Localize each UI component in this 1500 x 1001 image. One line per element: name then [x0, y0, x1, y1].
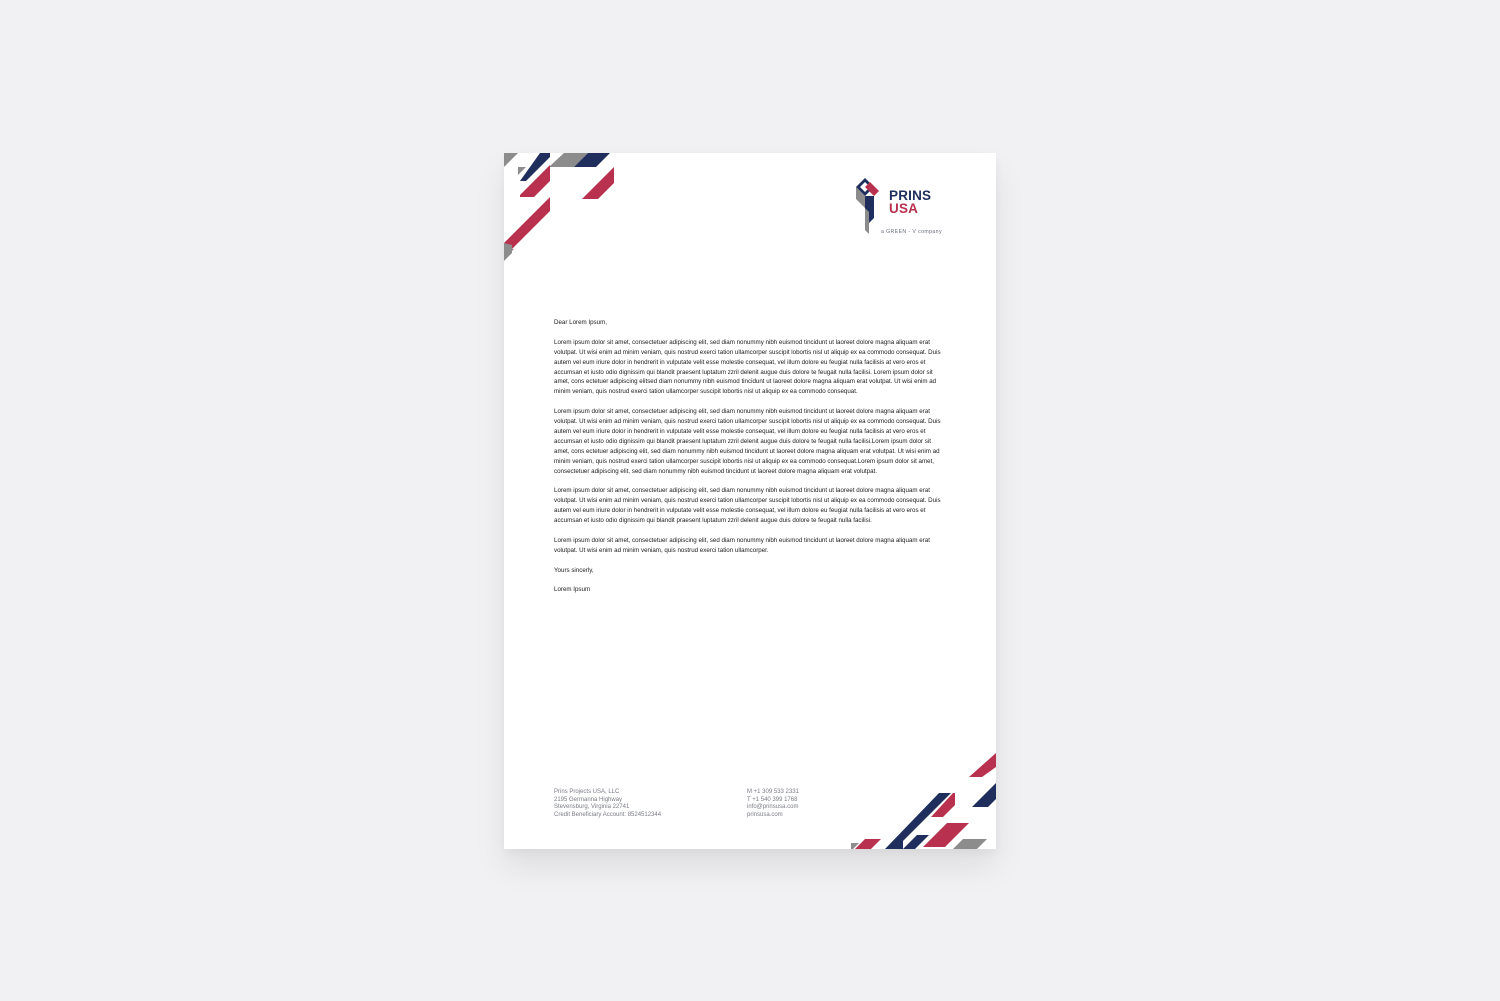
- letter-salutation: Dear Lorem Ipsum,: [554, 319, 607, 326]
- corner-stripes-top-left: [504, 153, 619, 263]
- footer-telephone: T +1 540 399 1768: [747, 796, 798, 803]
- letter-paragraph-2: Lorem ipsum dolor sit amet, consectetuer adipiscing elit, sed diam nonummy nibh euismod tincidunt ut laoreet dolore magna aliquam erat volutpat. Ut wisi enim ad minim veniam, quis nostrud exerci tation ullamcorper suscipit lobortis nisl ut aliquip ex ea commodo consequat. Duis autem vel eum iriure dolor in hendrerit in vulputate velit esse molestie consequat, vel illum dolore eu feugiat nulla facilisis at vero eros et accumsan et iusto odio dignissim qui blandit praesent luptatum zzril delenit augue duis dolore te feugait nulla facilisi.Lorem ipsum dolor sit amet, cons ectetuer adipiscing elit, sed diam nonummy nibh euismod tincidunt ut laoreet dolore magna aliquam erat volutpat. Ut wisi enim ad minim veniam, quis nostrud exerci tation ullamcorper suscipit lobortis nisl ut aliquip ex ea commodo consequat.Lorem ipsum dolor sit amet, consectetuer adipiscing elit, sed diam nonummy nibh euismod tincidunt ut laoreet dolore magna aliquam erat volutpat.: [554, 408, 941, 475]
- letter-signature: Lorem Ipsum: [554, 586, 591, 594]
- footer-account: Credit Beneficiary Account: 8524512344: [554, 811, 662, 818]
- logo-word-usa: USA: [889, 201, 919, 216]
- footer-street: 2195 Germanna Highway: [554, 796, 623, 803]
- letter-body: [554, 318, 942, 605]
- footer-mobile: M +1 309 533 2331: [747, 789, 799, 795]
- letter-paragraph-1: Lorem ipsum dolor sit amet, consectetuer adipiscing elit, sed diam nonummy nibh euismod tincidunt ut laoreet dolore magna aliquam erat volutpat. Ut wisi enim ad minim veniam, quis nostrud exerci tation ullamcorper suscipit lobortis nisl ut aliquip ex ea commodo consequat. Duis autem vel eum iriure dolor in hendrerit in vulputate velit esse molestie consequat, vel illum dolore eu feugiat nulla facilisis at vero eros et accumsan et iusto odio dignissim qui blandit praesent luptatum zzril delenit augue duis dolore te feugait nulla facilisi. Lorem ipsum dolor sit amet, cons ectetuer adipiscing elitsed diam nonummy nibh euismod tincidunt ut laoreet dolore magna aliquam erat volutpat. Ut wisi enim ad minim veniam, quis nostrud exerci tation ullamcorper suscipit lobortis nisl ut aliquip ex ea commodo consequat.: [554, 338, 941, 396]
- footer-email: info@prinsusa.com: [747, 804, 799, 811]
- footer-company: Prins Projects USA, LLC: [554, 789, 620, 795]
- letter-paragraph-4: Lorem ipsum dolor sit amet, consectetuer adipiscing elit, sed diam nonummy nibh euismod tincidunt ut laoreet dolore magna aliquam erat volutpat. Ut wisi enim ad minim veniam, quis nostrud exerci tation ullamcorper.: [554, 536, 930, 554]
- letter-closing: Yours sincerly,: [554, 566, 594, 574]
- letterhead-sheet: [504, 153, 996, 849]
- footer-address-block: [554, 789, 661, 819]
- footer-city: Stevensburg, Virginia 22741: [554, 804, 630, 811]
- logo-tagline: a GREEN - V company: [881, 229, 942, 235]
- logo-wordmark: [889, 189, 931, 215]
- corner-stripes-bottom-right: [851, 753, 996, 849]
- company-logo: [855, 178, 955, 238]
- letter-paragraph-3: Lorem ipsum dolor sit amet, consectetuer adipiscing elit, sed diam nonummy nibh euismod tincidunt ut laoreet dolore magna aliquam erat volutpat. Ut wisi enim ad minim veniam, quis nostrud exerci tation ullamcorper suscipit lobortis nisl ut aliquip ex ea commodo consequat. Duis autem vel eum iriure dolor in hendrerit in vulputate velit esse molestie consequat, vel illum dolore eu feugiat nulla facilisis at vero eros et accumsan et iusto odio dignissim qui blandit praesent luptatum zzril delenit augue duis dolore te feugait nulla facilisi.: [554, 487, 941, 525]
- footer-contact-block: [747, 789, 799, 819]
- logo-mark-icon: [855, 178, 885, 236]
- footer-website: prinsusa.com: [747, 811, 783, 818]
- logo-word-prins: PRINS: [889, 188, 932, 203]
